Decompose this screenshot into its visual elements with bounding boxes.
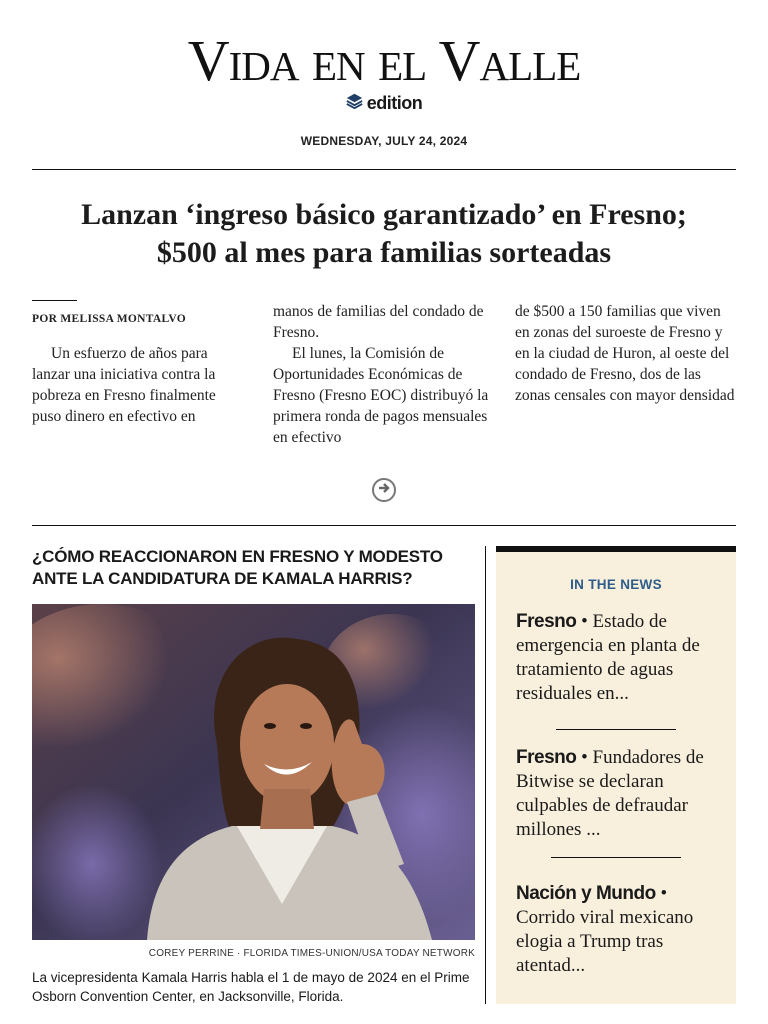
edition-badge [0, 92, 768, 114]
edition-label: edition [366, 92, 423, 113]
story-paragraph: Un esfuerzo de años para lanzar una iniciativa contra la pobreza en Fresno finalmente puso dinero en efectivo en [32, 345, 216, 425]
byline: POR MELISSA MONTALVO [32, 313, 187, 325]
news-item[interactable] [516, 882, 722, 978]
news-separator [551, 857, 681, 858]
dateline: WEDNESDAY, JULY 24, 2024 [300, 134, 468, 148]
news-item-section: Nación y Mundo [516, 883, 656, 904]
news-item-title: Fundadores de Bitwise se declaran culpables de defraudar millones ... [516, 747, 704, 840]
news-item-bullet: • [655, 883, 668, 904]
news-item-title: Corrido viral mexicano elogia a Trump tras atentad... [516, 907, 694, 976]
news-item[interactable] [516, 610, 722, 706]
story-paragraph: manos de familias del condado de Fresno. [273, 303, 484, 341]
feature-headline[interactable]: ¿CÓMO REACCIONARON EN FRESNO Y MODESTO ANTE LA CANDIDATURA DE KAMALA HARRIS? [32, 547, 443, 588]
in-the-news-panel [496, 546, 736, 1004]
news-item-bullet: • [576, 747, 593, 768]
story-column-3 [515, 301, 736, 406]
story-paragraph: de $500 a 150 familias que viven en zonas del suroeste de Fresno y en la ciudad de Huron, al oeste del condado de Fresno, dos de las zonas censales con mayor densidad [515, 303, 735, 404]
section-divider [32, 525, 736, 526]
story-column-2 [273, 301, 495, 448]
lead-headline-line1: Lanzan ‘ingreso básico garantizado’ en Fresno; [81, 198, 687, 231]
story-column-1 [32, 343, 244, 427]
masthead-divider [32, 169, 736, 170]
column-divider [485, 546, 486, 1004]
byline-rule [32, 300, 77, 301]
lead-headline[interactable] [32, 196, 736, 272]
news-item-section: Fresno [516, 611, 577, 632]
photo-credit: COREY PERRINE · FLORIDA TIMES-UNION/USA TODAY NETWORK [148, 948, 475, 959]
masthead [0, 30, 768, 114]
read-more-button[interactable] [372, 478, 396, 502]
news-separator [556, 729, 676, 730]
news-item-title: Estado de emergencia en planta de tratamiento de aguas residuales en... [516, 611, 700, 704]
brand-logo[interactable]: Vida en el Valle [187, 28, 581, 93]
feature-photo[interactable] [32, 604, 475, 940]
news-item[interactable] [516, 746, 722, 842]
news-item-section: Fresno [516, 747, 577, 768]
arrow-right-circle-icon [377, 481, 391, 500]
lead-headline-line2: $500 al mes para familias sorteadas [156, 236, 612, 269]
photo-caption: La vicepresidenta Kamala Harris habla el 1 de mayo de 2024 en el Prime Osborn Convention Center, en Jacksonville, Florida. [32, 970, 470, 1004]
layers-icon [346, 92, 363, 114]
in-the-news-heading: IN THE NEWS [570, 577, 662, 592]
story-paragraph: El lunes, la Comisión de Oportunidades Económicas de Fresno (Fresno EOC) distribuyó la primera ronda de pagos mensuales en efectivo [273, 345, 489, 446]
news-item-bullet: • [576, 611, 593, 632]
